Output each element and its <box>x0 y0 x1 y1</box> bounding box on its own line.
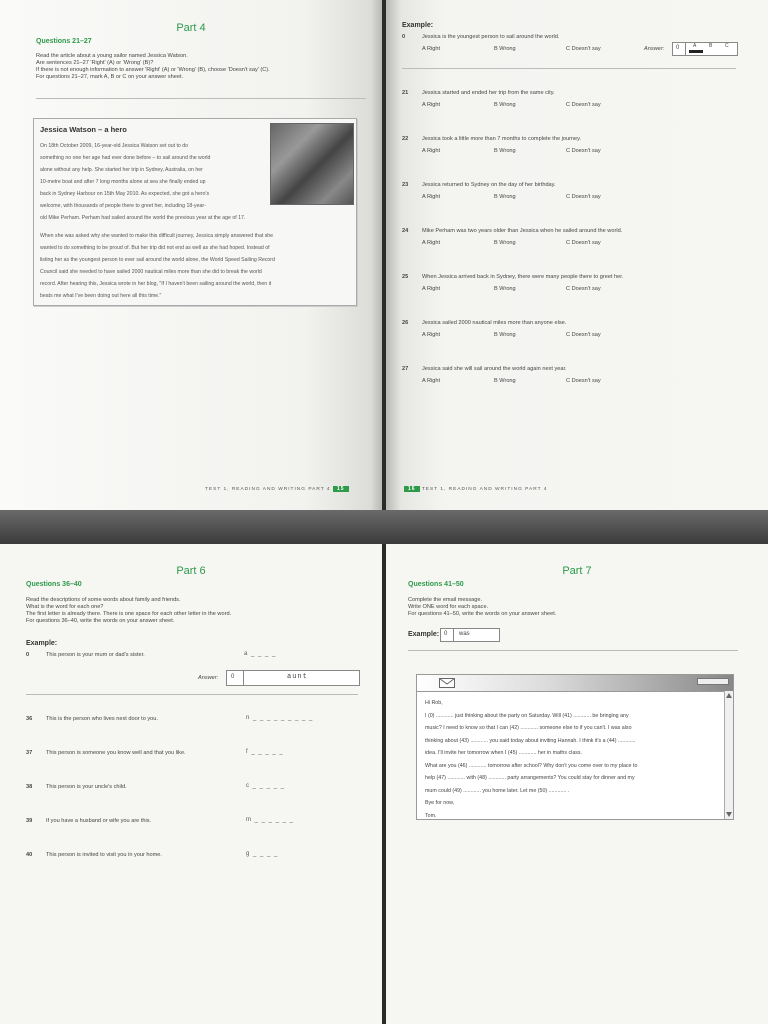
option-b: B Wrong <box>494 240 516 246</box>
answer-number: 0 <box>231 674 235 680</box>
page-number: 15 <box>333 486 349 492</box>
email-line: thinking about (43) ............ you said today about inviting Hannah. I think it's a (44) ............ <box>425 737 636 744</box>
email-scrollbar[interactable] <box>724 691 733 819</box>
article-line: something no one her age had ever done before – to sail around the world <box>40 155 211 161</box>
question-text: This person is invited to visit you in your home. <box>46 852 162 858</box>
answer-label: Answer: <box>198 675 219 681</box>
question-number: 38 <box>26 784 33 790</box>
article-line: back in Sydney Harbour on 15th May 2010. As expected, she got a hero's <box>40 191 210 197</box>
question-number: 36 <box>26 716 33 722</box>
answer-label: Answer: <box>644 46 665 52</box>
answer-letter-b: B <box>709 43 713 49</box>
instruction-line: The first letter is already there. There is one space for each other letter in the word. <box>26 611 232 617</box>
instruction-line: What is the word for each one? <box>26 604 104 610</box>
instruction-line: Are sentences 21–27 'Right' (A) or 'Wrong' (B)? <box>36 60 154 66</box>
option-a: A Right <box>422 286 441 292</box>
option-a: A Right <box>422 332 441 338</box>
question-number: 24 <box>402 228 409 234</box>
question-number: 22 <box>402 136 409 142</box>
answer-mark <box>689 50 703 53</box>
answer-number: 0 <box>676 45 680 51</box>
window-controls[interactable] <box>697 678 729 685</box>
article-title: Jessica Watson – a hero <box>40 125 127 134</box>
example-label: Example: <box>408 631 440 638</box>
page-title: Part 6 <box>176 565 206 577</box>
article-line: When she was asked why she wanted to make this difficult journey, Jessica simply answered that she <box>40 233 274 239</box>
questions-heading: Questions 21–27 <box>36 38 92 45</box>
option-c: C Doesn't say <box>566 194 601 200</box>
scroll-up-icon[interactable] <box>726 693 732 698</box>
answer-letter-c: C <box>725 43 729 49</box>
example-box <box>440 628 500 642</box>
email-line: idea. I'll invite her tomorrow when I (45) ............ her in maths class. <box>425 750 583 756</box>
page-number: 16 <box>404 486 420 492</box>
option-a: A Right <box>422 378 441 384</box>
email-line: Tom. <box>425 812 437 819</box>
article-line: 10-metre boat and after 7 long months alone at sea she finally ended up <box>40 179 206 185</box>
page-part-4-article <box>0 0 382 510</box>
page-part-6 <box>0 544 382 1024</box>
question-text: Jessica said she will sail around the world again next year. <box>422 366 567 372</box>
divider <box>36 98 366 99</box>
photo-gap <box>0 510 768 544</box>
article-line: record. After hearing this, Jessica wrote in her blog, "If I haven't been sailing around the world, then it <box>40 281 272 287</box>
option-b: B Wrong <box>494 286 516 292</box>
article-body-bottom <box>40 212 352 302</box>
article-box <box>33 118 357 306</box>
page-title: Part 4 <box>176 22 206 34</box>
question-number: 0 <box>402 34 406 40</box>
question-text: Jessica sailed 2000 nautical miles more than anyone else. <box>422 320 567 326</box>
divider <box>408 650 738 651</box>
email-line: mum could (49) ............ you home later. Let me (50) ............ . <box>425 787 570 794</box>
email-line: Bye for now, <box>425 800 455 806</box>
instruction-line: Complete the email message. <box>408 597 482 603</box>
example-word: was <box>459 631 470 637</box>
envelope-icon <box>439 678 455 688</box>
option-a: A Right <box>422 102 441 108</box>
instruction-line: Write ONE word for each space. <box>408 604 489 610</box>
article-line: welcome, with thousands of people there to greet her, including 18-year- <box>40 203 206 209</box>
divider <box>26 694 358 695</box>
instruction-line: For questions 21–27, mark A, B or C on your answer sheet. <box>36 74 184 80</box>
option-c: C Doesn't say <box>566 102 601 108</box>
divider <box>402 68 736 69</box>
instructions <box>408 597 738 618</box>
questions-heading: Questions 41–50 <box>408 581 464 588</box>
sailor-photo <box>270 123 354 205</box>
question-number: 37 <box>26 750 33 756</box>
article-line: beats me what I've been doing out here all this time." <box>40 293 162 299</box>
page-footer: 16 TEST 1, READING AND WRITING PART 4 <box>404 486 547 492</box>
instructions <box>36 53 366 81</box>
article-line: old Mike Perham. Perham had sailed around the world the previous year at the age of 17. <box>40 215 246 221</box>
article-line: listing her as the youngest person to ever sail around the world alone, the World Speed Sailing Record <box>40 257 275 263</box>
page-footer: TEST 1, READING AND WRITING PART 4 15 <box>205 486 349 492</box>
option-a: A Right <box>422 46 441 52</box>
answer-blank: f _ _ _ _ _ <box>246 749 284 755</box>
example-number: 0 <box>444 631 448 637</box>
page-title: Part 7 <box>562 565 592 577</box>
answer-box <box>226 670 360 686</box>
instruction-line: If there is not enough information to answer 'Right' (A) or 'Wrong' (B), choose 'Doesn't say' (C). <box>36 67 270 73</box>
option-b: B Wrong <box>494 194 516 200</box>
questions-heading: Questions 36–40 <box>26 581 82 588</box>
question-number: 40 <box>26 852 33 858</box>
option-c: C Doesn't say <box>566 286 601 292</box>
option-b: B Wrong <box>494 332 516 338</box>
question-text: This is the person who lives next door to you. <box>46 716 158 722</box>
option-c: C Doesn't say <box>566 148 601 154</box>
option-c: C Doesn't say <box>566 240 601 246</box>
option-b: B Wrong <box>494 102 516 108</box>
question-number: 26 <box>402 320 409 326</box>
example-label: Example: <box>26 640 58 647</box>
option-b: B Wrong <box>494 148 516 154</box>
question-number: 27 <box>402 366 409 372</box>
option-c: C Doesn't say <box>566 46 601 52</box>
answer-blank: n _ _ _ _ _ _ _ _ _ <box>246 715 314 721</box>
answer-blank: c _ _ _ _ _ <box>246 783 286 789</box>
option-b: B Wrong <box>494 46 516 52</box>
example-label: Example: <box>402 22 434 29</box>
email-title-bar <box>417 675 733 692</box>
article-line: On 18th October 2009, 16-year-old Jessica Watson set out to do <box>40 143 189 149</box>
email-line: I (0) ............ just thinking about the party on Saturday. Will (41) ............ be bringing any <box>425 712 629 719</box>
article-line: wanted to do something to be proud of. But her trip did not end as well as she had hoped. Instead of <box>40 245 270 251</box>
question-number: 39 <box>26 818 33 824</box>
question-text: When Jessica arrived back in Sydney, there were many people there to greet her. <box>422 274 624 280</box>
email-line: music? I need to know so that I can (42) ............ someone else to if you can't. I was also <box>425 725 632 731</box>
instructions <box>26 597 356 625</box>
article-line: Council said she needed to have sailed 2000 nautical miles more than she did to break the world <box>40 269 262 275</box>
answer-letter-a: A <box>693 43 697 49</box>
option-b: B Wrong <box>494 378 516 384</box>
email-window <box>416 674 734 820</box>
answer-grid <box>672 42 738 56</box>
instruction-line: Read the descriptions of some words about family and friends. <box>26 597 181 603</box>
option-a: A Right <box>422 240 441 246</box>
option-a: A Right <box>422 148 441 154</box>
question-text: If you have a husband or wife you are this. <box>46 818 152 824</box>
article-body-top <box>40 140 270 212</box>
answer-blank: m _ _ _ _ _ _ <box>246 817 295 823</box>
question-text: Jessica took a little more than 7 months to complete the journey. <box>422 136 582 142</box>
question-text: Mike Perham was two years older than Jessica when he sailed around the world. <box>422 228 623 234</box>
question-text: Jessica returned to Sydney on the day of her birthday. <box>422 182 556 188</box>
email-body <box>425 697 717 822</box>
page-part-7 <box>386 544 768 1024</box>
option-a: A Right <box>422 194 441 200</box>
page-part-4-questions <box>386 0 768 510</box>
question-number: 23 <box>402 182 409 188</box>
question-number: 25 <box>402 274 409 280</box>
option-c: C Doesn't say <box>566 378 601 384</box>
answer-word: aunt <box>287 673 308 681</box>
scroll-down-icon[interactable] <box>726 812 732 817</box>
question-number: 21 <box>402 90 409 96</box>
example-blank: a _ _ _ _ <box>244 651 277 657</box>
example-text: Jessica is the youngest person to sail around the world. <box>422 34 560 40</box>
question-text: This person is your uncle's child. <box>46 784 127 790</box>
email-line: Hi Rob, <box>425 700 443 706</box>
email-line: help (47) ............ with (48) ............ party arrangements? You could stay for dinner and my <box>425 775 635 781</box>
instruction-line: For questions 36–40, write the words on your answer sheet. <box>26 618 175 624</box>
answer-blank: g _ _ _ _ <box>246 851 279 857</box>
article-line: alone without any help. She started her trip in Sydney, Australia, on her <box>40 167 203 173</box>
example-text: This person is your mum or dad's sister. <box>46 652 145 658</box>
instruction-line: For questions 41–50, write the words on your answer sheet. <box>408 611 557 617</box>
question-number: 0 <box>26 652 30 658</box>
email-line: What are you (46) ............ tomorrow after school? Why don't you come over to my place to <box>425 762 638 769</box>
option-c: C Doesn't say <box>566 332 601 338</box>
question-text: Jessica started and ended her trip from the same city. <box>422 90 555 96</box>
question-text: This person is someone you know well and that you like. <box>46 750 186 756</box>
instruction-line: Read the article about a young sailor named Jessica Watson. <box>36 53 188 59</box>
